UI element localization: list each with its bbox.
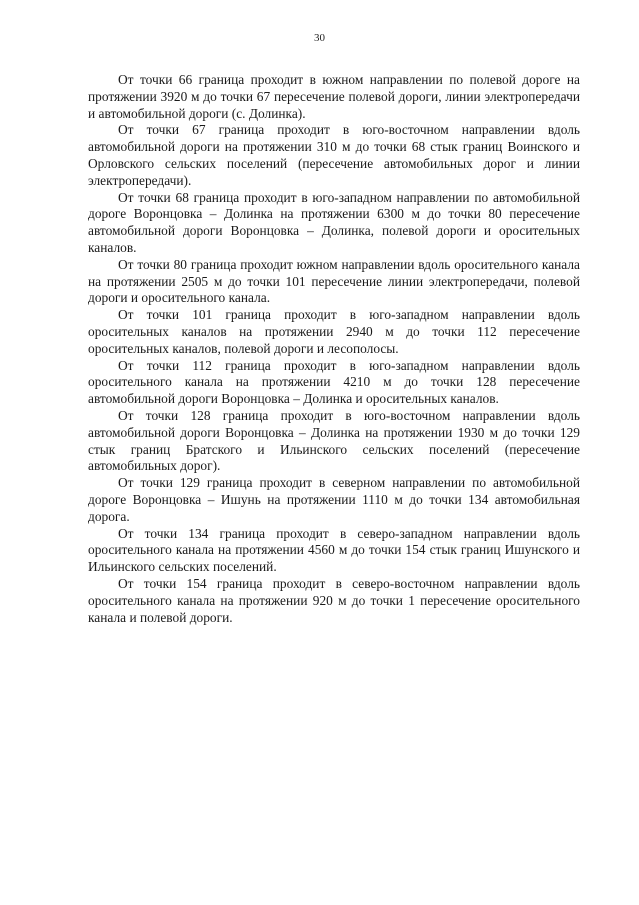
paragraph-point-101: От точки 101 граница проходит в юго-западном направлении вдоль оросительных каналов на протяжении 2940 м до точки 112 пересечение оросительных каналов, полевой дороги и лесополосы. bbox=[88, 307, 580, 356]
paragraph-point-128: От точки 128 граница проходит в юго-восточном направлении вдоль автомобильной дороги Воронцовка – Долинка на протяжении 1930 м до точки 129 стык границ Братского и Ильинского сельских поселений (пересечение автомобильных дорог). bbox=[88, 407, 580, 474]
paragraph-point-67: От точки 67 граница проходит в юго-восточном направлении вдоль автомобильной дороги на протяжении 310 м до точки 68 стык границ Воинского и Орловского сельских поселений (пересечение автомобильных дорог и линии электропередачи). bbox=[88, 122, 580, 188]
paragraph-point-134: От точки 134 граница проходит в северо-западном направлении вдоль оросительного канала на протяжении 4560 м до точки 154 стык границ Ишунского и Ильинского сельских поселений. bbox=[88, 525, 580, 575]
paragraph-point-80: От точки 80 граница проходит южном направлении вдоль оросительного канала на протяжении 2505 м до точки 101 пересечение линии электропередачи, полевой дороги и оросительного канала. bbox=[88, 256, 580, 306]
page-number: 30 bbox=[314, 32, 325, 44]
paragraph-point-112: От точки 112 граница проходит в юго-западном направлении вдоль оросительного канала на протяжении 4210 м до точки 128 пересечение автомобильной дороги Воронцовка – Долинка и оросительных каналов. bbox=[88, 357, 580, 407]
paragraph-point-66: От точки 66 граница проходит в южном направлении по полевой дороге на протяжении 3920 м до точки 67 пересечение полевой дороги, линии электропередачи и автомобильной дороги (с. Долинка). bbox=[88, 72, 580, 121]
paragraph-point-68: От точки 68 граница проходит в юго-западном направлении по автомобильной дороге Воронцовка – Долинка на протяжении 6300 м до точки 80 пересечение автомобильной дороги Воронцовка – Долинка, полевой дороги и оросительных каналов. bbox=[88, 189, 580, 255]
document-body bbox=[88, 72, 580, 626]
paragraph-point-154: От точки 154 граница проходит в северо-восточном направлении вдоль оросительного канала на протяжении 920 м до точки 1 пересечение оросительного канала и полевой дороги. bbox=[88, 575, 580, 625]
paragraph-point-129: От точки 129 граница проходит в северном направлении по автомобильной дороге Воронцовка – Ишунь на протяжении 1110 м до точки 134 автомобильная дорога. bbox=[88, 475, 580, 524]
